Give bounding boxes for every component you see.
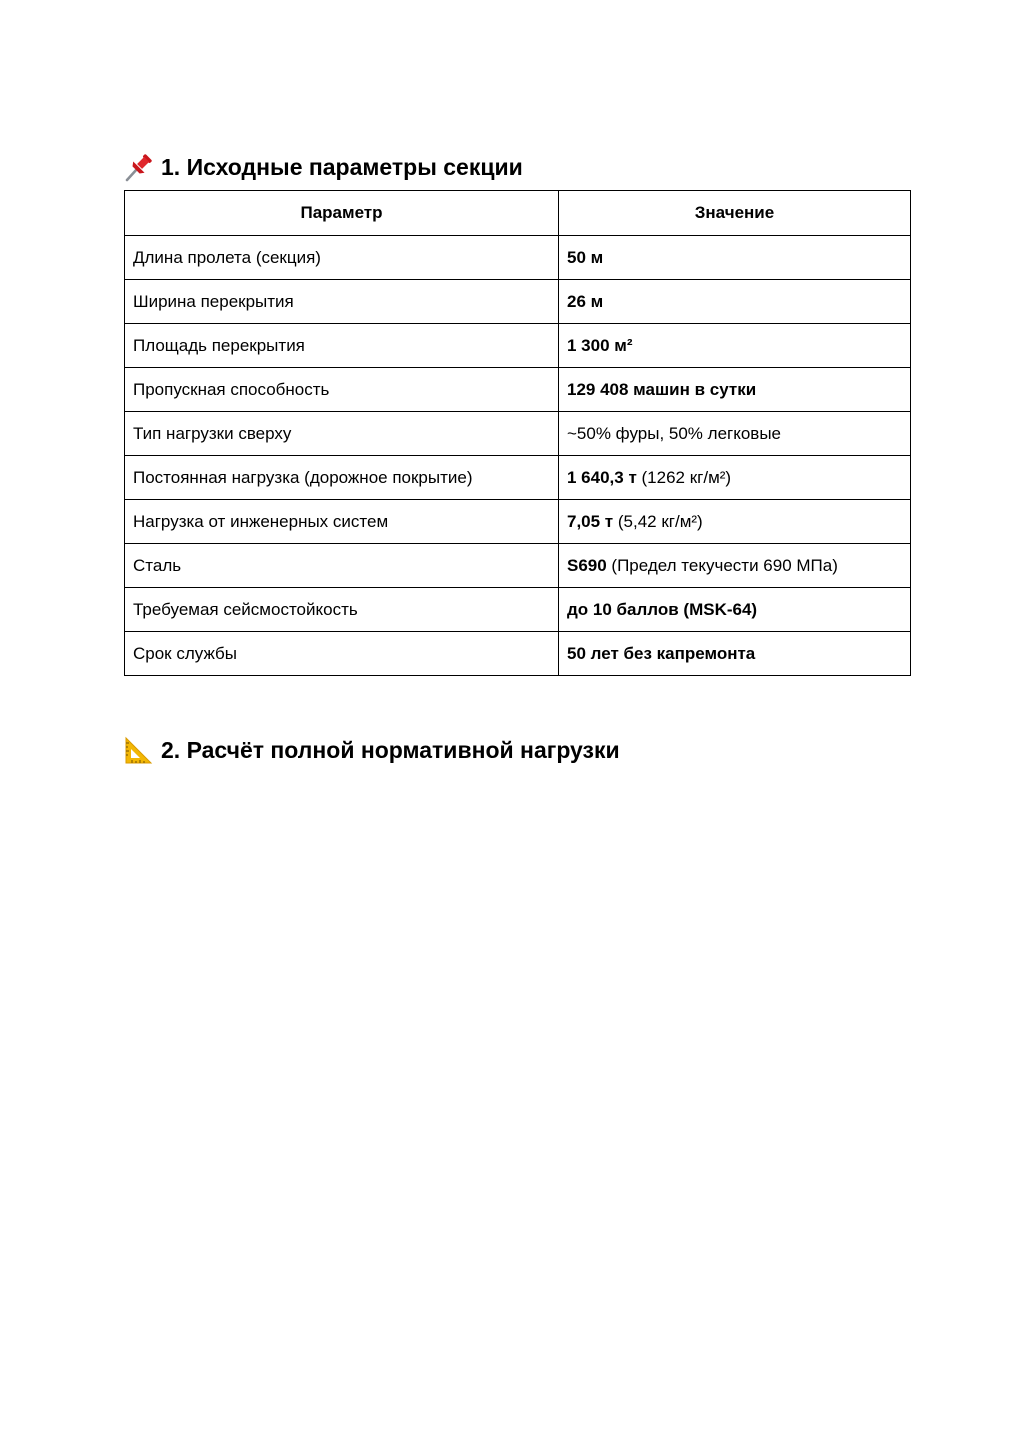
column-header-value: Значение	[559, 191, 911, 236]
value-bold: 129 408 машин в сутки	[567, 379, 757, 399]
section-2-heading	[124, 735, 620, 765]
triangular-ruler-icon	[124, 735, 154, 765]
value-bold: 1 640,3 т	[567, 467, 637, 487]
table-row	[125, 500, 911, 544]
table-row	[125, 324, 911, 368]
table-row	[125, 632, 911, 676]
table-row	[125, 544, 911, 588]
table-row	[125, 236, 911, 280]
parameter-cell: Тип нагрузки сверху	[125, 412, 559, 456]
value-bold: S690	[567, 555, 607, 575]
section-1-heading	[124, 152, 523, 182]
column-header-parameter: Параметр	[125, 191, 559, 236]
value-cell	[559, 280, 911, 324]
parameters-table	[124, 190, 911, 676]
value-bold: 7,05 т	[567, 511, 614, 531]
value-bold: до 10 баллов (MSK-64)	[567, 599, 758, 619]
parameter-cell: Площадь перекрытия	[125, 324, 559, 368]
section-2-title: 2. Расчёт полной нормативной нагрузки	[161, 737, 620, 763]
parameter-cell: Ширина перекрытия	[125, 280, 559, 324]
table-row	[125, 412, 911, 456]
value-cell	[559, 500, 911, 544]
value-bold: 26 м	[567, 291, 604, 311]
parameter-cell: Постоянная нагрузка (дорожное покрытие)	[125, 456, 559, 500]
value-rest: (Предел текучести 690 МПа)	[606, 555, 838, 575]
value-rest: (1262 кг/м²)	[636, 467, 732, 487]
value-rest: (5,42 кг/м²)	[613, 511, 703, 531]
parameter-cell: Сталь	[125, 544, 559, 588]
value-cell	[559, 456, 911, 500]
value-cell	[559, 236, 911, 280]
table-row	[125, 588, 911, 632]
value-cell	[559, 544, 911, 588]
parameter-cell: Пропускная способность	[125, 368, 559, 412]
value-rest: ~50% фуры, 50% легковые	[567, 423, 782, 443]
table-header-row	[125, 191, 911, 236]
value-cell	[559, 324, 911, 368]
value-bold: 1 300 м²	[567, 335, 633, 355]
parameter-cell: Нагрузка от инженерных систем	[125, 500, 559, 544]
parameter-cell: Требуемая сейсмостойкость	[125, 588, 559, 632]
table-row	[125, 368, 911, 412]
table-row	[125, 456, 911, 500]
value-cell	[559, 588, 911, 632]
section-1-title: 1. Исходные параметры секции	[161, 154, 523, 180]
pushpin-icon	[124, 152, 154, 182]
parameter-cell: Срок службы	[125, 632, 559, 676]
value-bold: 50 лет без капремонта	[567, 643, 756, 663]
table-row	[125, 280, 911, 324]
value-bold: 50 м	[567, 247, 604, 267]
value-cell	[559, 368, 911, 412]
value-cell	[559, 632, 911, 676]
value-cell	[559, 412, 911, 456]
parameter-cell: Длина пролета (секция)	[125, 236, 559, 280]
